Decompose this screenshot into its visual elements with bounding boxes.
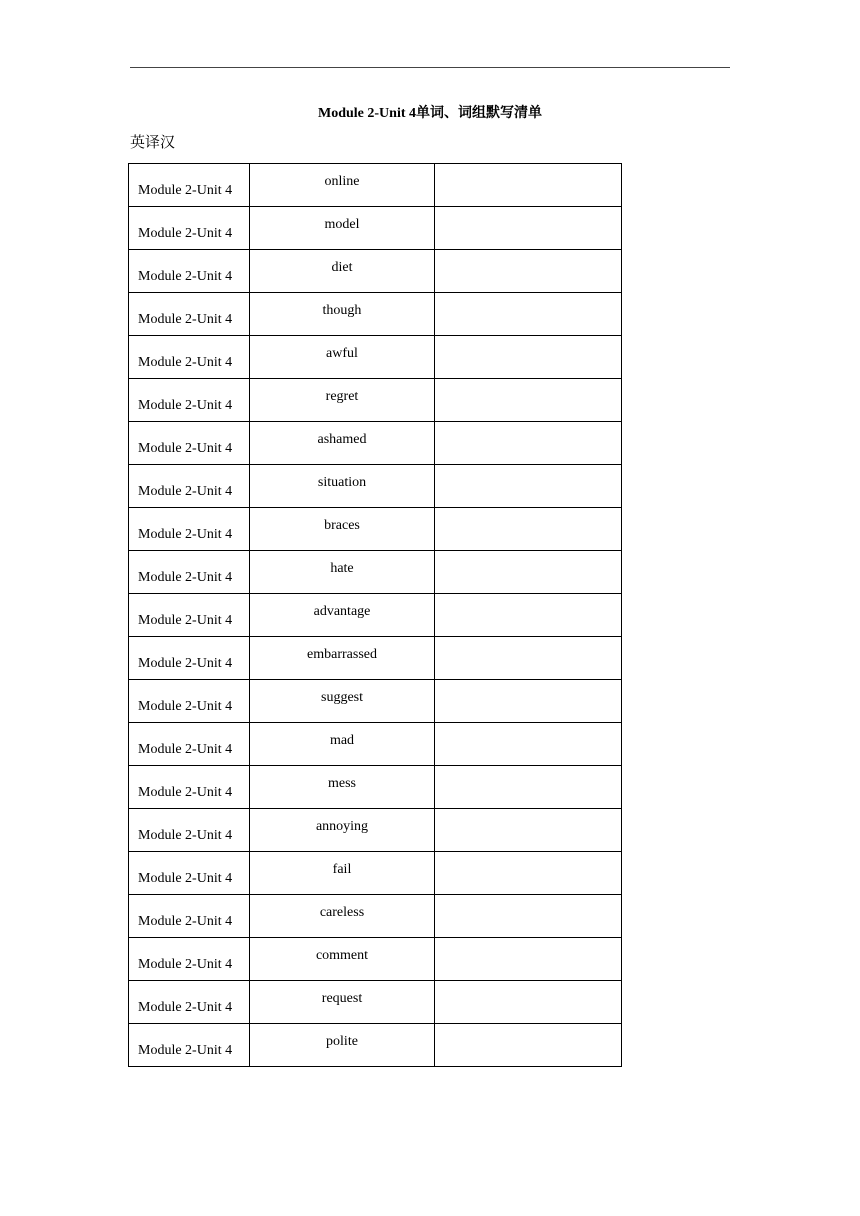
vocab-row [129, 852, 622, 895]
word-cell: suggest [250, 680, 435, 723]
answer-cell[interactable] [435, 164, 622, 207]
vocab-row [129, 293, 622, 336]
module-cell: Module 2-Unit 4 [129, 465, 250, 508]
module-cell: Module 2-Unit 4 [129, 766, 250, 809]
vocab-row [129, 250, 622, 293]
word-cell: ashamed [250, 422, 435, 465]
word-cell: braces [250, 508, 435, 551]
answer-cell[interactable] [435, 1024, 622, 1067]
word-cell: careless [250, 895, 435, 938]
module-cell: Module 2-Unit 4 [129, 594, 250, 637]
answer-cell[interactable] [435, 594, 622, 637]
answer-cell[interactable] [435, 551, 622, 594]
word-cell: polite [250, 1024, 435, 1067]
answer-cell[interactable] [435, 809, 622, 852]
word-cell: comment [250, 938, 435, 981]
word-cell: hate [250, 551, 435, 594]
word-cell: request [250, 981, 435, 1024]
vocab-row [129, 1024, 622, 1067]
vocab-row [129, 164, 622, 207]
vocab-row [129, 809, 622, 852]
vocab-row [129, 637, 622, 680]
module-cell: Module 2-Unit 4 [129, 250, 250, 293]
module-cell: Module 2-Unit 4 [129, 852, 250, 895]
vocab-table-body [129, 164, 622, 1067]
vocab-row [129, 422, 622, 465]
vocab-row [129, 594, 622, 637]
answer-cell[interactable] [435, 508, 622, 551]
word-cell: regret [250, 379, 435, 422]
word-cell: fail [250, 852, 435, 895]
module-cell: Module 2-Unit 4 [129, 422, 250, 465]
answer-cell[interactable] [435, 465, 622, 508]
answer-cell[interactable] [435, 379, 622, 422]
word-cell: though [250, 293, 435, 336]
module-cell: Module 2-Unit 4 [129, 895, 250, 938]
module-cell: Module 2-Unit 4 [129, 981, 250, 1024]
module-cell: Module 2-Unit 4 [129, 207, 250, 250]
module-cell: Module 2-Unit 4 [129, 723, 250, 766]
word-cell: embarrassed [250, 637, 435, 680]
module-cell: Module 2-Unit 4 [129, 551, 250, 594]
answer-cell[interactable] [435, 637, 622, 680]
word-cell: model [250, 207, 435, 250]
vocab-row [129, 379, 622, 422]
answer-cell[interactable] [435, 680, 622, 723]
answer-cell[interactable] [435, 250, 622, 293]
vocab-row [129, 465, 622, 508]
module-cell: Module 2-Unit 4 [129, 809, 250, 852]
module-cell: Module 2-Unit 4 [129, 164, 250, 207]
module-cell: Module 2-Unit 4 [129, 1024, 250, 1067]
vocab-row [129, 680, 622, 723]
vocab-row [129, 938, 622, 981]
module-cell: Module 2-Unit 4 [129, 293, 250, 336]
module-cell: Module 2-Unit 4 [129, 680, 250, 723]
answer-cell[interactable] [435, 895, 622, 938]
word-cell: awful [250, 336, 435, 379]
module-cell: Module 2-Unit 4 [129, 508, 250, 551]
module-cell: Module 2-Unit 4 [129, 336, 250, 379]
module-cell: Module 2-Unit 4 [129, 637, 250, 680]
vocab-row [129, 723, 622, 766]
word-cell: diet [250, 250, 435, 293]
vocab-row [129, 207, 622, 250]
module-cell: Module 2-Unit 4 [129, 379, 250, 422]
vocab-row [129, 551, 622, 594]
answer-cell[interactable] [435, 981, 622, 1024]
vocab-row [129, 508, 622, 551]
answer-cell[interactable] [435, 938, 622, 981]
word-cell: annoying [250, 809, 435, 852]
answer-cell[interactable] [435, 723, 622, 766]
section-label: 英译汉 [130, 135, 176, 151]
word-cell: mad [250, 723, 435, 766]
word-cell: mess [250, 766, 435, 809]
word-cell: online [250, 164, 435, 207]
answer-cell[interactable] [435, 336, 622, 379]
vocab-table [128, 163, 622, 1067]
header-rule [130, 67, 730, 68]
answer-cell[interactable] [435, 293, 622, 336]
answer-cell[interactable] [435, 852, 622, 895]
answer-cell[interactable] [435, 422, 622, 465]
vocab-row [129, 766, 622, 809]
vocab-row [129, 981, 622, 1024]
module-cell: Module 2-Unit 4 [129, 938, 250, 981]
answer-cell[interactable] [435, 766, 622, 809]
vocab-row [129, 895, 622, 938]
vocab-row [129, 336, 622, 379]
word-cell: advantage [250, 594, 435, 637]
word-cell: situation [250, 465, 435, 508]
document-title: Module 2-Unit 4单词、词组默写清单 [318, 106, 542, 121]
answer-cell[interactable] [435, 207, 622, 250]
